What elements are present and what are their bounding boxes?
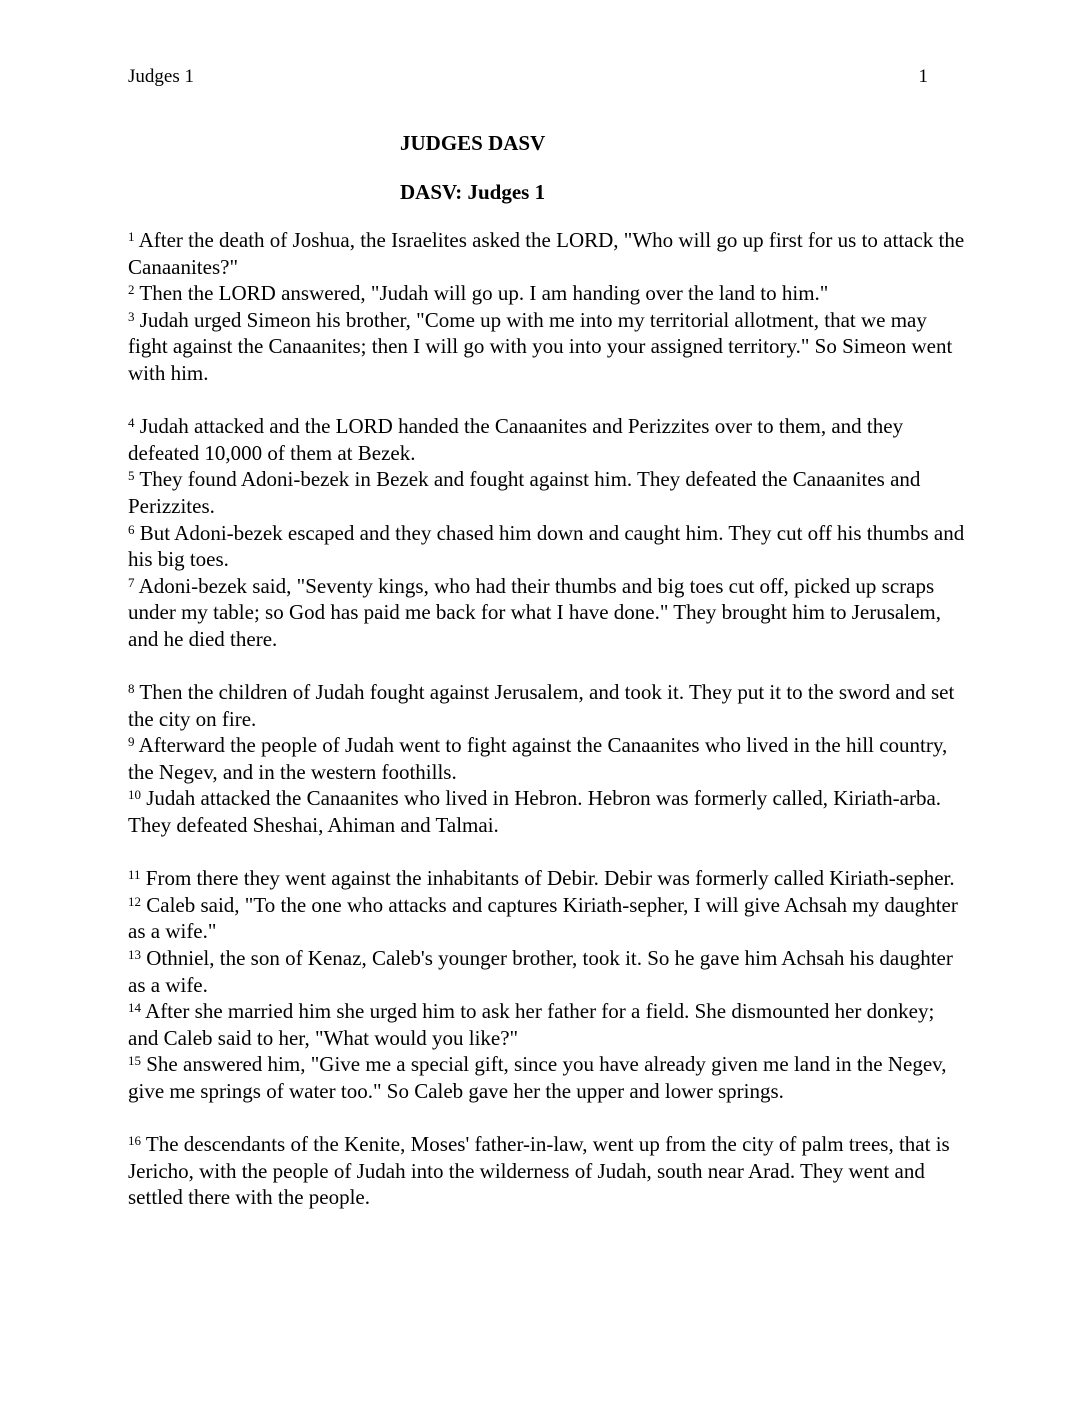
paragraph xyxy=(128,227,968,387)
paragraph xyxy=(128,1131,968,1211)
verse-number: 11 xyxy=(128,867,141,883)
verse-text: They found Adoni-bezek in Bezek and fought against him. They defeated the Canaanites and Perizzites. xyxy=(128,467,921,518)
verse-text: After she married him she urged him to ask her father for a field. She dismounted her donkey; and Caleb said to her, "What would you like?" xyxy=(128,999,935,1050)
verse xyxy=(128,466,968,519)
verse xyxy=(128,785,968,838)
verse-number: 6 xyxy=(128,521,135,537)
verse-number: 4 xyxy=(128,415,135,431)
verse xyxy=(128,573,968,653)
verse-text: She answered him, "Give me a special gift, since you have already given me land in the Negev, give me springs of water too." So Caleb gave her the upper and lower springs. xyxy=(128,1052,947,1103)
verse xyxy=(128,945,968,998)
verse xyxy=(128,865,968,892)
verse-text: But Adoni-bezek escaped and they chased him down and caught him. They cut off his thumbs and his big toes. xyxy=(128,520,965,572)
verse-number: 9 xyxy=(128,734,135,750)
verse xyxy=(128,679,968,732)
verse-number: 7 xyxy=(128,574,135,590)
verse-number: 2 xyxy=(128,282,135,298)
verse-number: 13 xyxy=(128,947,141,963)
verse xyxy=(128,892,968,945)
verse-number: 10 xyxy=(128,787,141,803)
verse xyxy=(128,280,968,307)
running-header-title: Judges 1 xyxy=(128,66,194,87)
verse xyxy=(128,307,968,387)
verse-number: 14 xyxy=(128,1000,141,1016)
verse xyxy=(128,413,968,466)
verse-text: After the death of Joshua, the Israelites asked the LORD, "Who will go up first for us to attack the Canaanites?" xyxy=(128,228,965,279)
verse-number: 8 xyxy=(128,681,135,697)
paragraph xyxy=(128,865,968,1104)
verse xyxy=(128,732,968,785)
document-title: JUDGES DASV xyxy=(400,131,546,155)
verse xyxy=(128,1051,968,1104)
verse xyxy=(128,520,968,573)
verse-text: Othniel, the son of Kenaz, Caleb's younger brother, took it. So he gave him Achsah his daughter as a wife. xyxy=(128,946,953,997)
verse-number: 16 xyxy=(128,1133,141,1149)
paragraph xyxy=(128,679,968,839)
verse-text: From there they went against the inhabitants of Debir. Debir was formerly called Kiriath-sepher. xyxy=(140,866,955,891)
verse-text: Then the LORD answered, "Judah will go up. I am handing over the land to him." xyxy=(134,281,829,306)
verse-number: 12 xyxy=(128,893,141,909)
verse xyxy=(128,998,968,1051)
verse-text: Adoni-bezek said, "Seventy kings, who had their thumbs and big toes cut off, picked up scraps under my table; so God has paid me back for what I have done." They brought him to Jerusalem, and he died there. xyxy=(128,573,941,651)
body-text xyxy=(128,227,968,1238)
verse-text: Judah urged Simeon his brother, "Come up with me into my territorial allotment, that we may fight against the Canaanites; then I will go with you into your assigned territory." So Simeon went with him. xyxy=(128,307,953,385)
paragraph xyxy=(128,413,968,652)
verse-text: Caleb said, "To the one who attacks and captures Kiriath-sepher, I will give Achsah my daughter as a wife." xyxy=(128,892,958,944)
verse-text: Judah attacked and the LORD handed the Canaanites and Perizzites over to them, and they defeated 10,000 of them at Bezek. xyxy=(128,414,904,465)
verse xyxy=(128,1131,968,1211)
verse-text: Afterward the people of Judah went to fight against the Canaanites who lived in the hill country, the Negev, and in the western foothills. xyxy=(128,733,948,784)
verse-number: 1 xyxy=(128,229,135,244)
verse-number: 3 xyxy=(128,308,135,324)
verse-text: Then the children of Judah fought against Jerusalem, and took it. They put it to the sword and set the city on fire. xyxy=(128,680,955,731)
verse-text: Judah attacked the Canaanites who lived in Hebron. Hebron was formerly called, Kiriath-arba. They defeated Sheshai, Ahiman and Talmai. xyxy=(128,786,942,838)
page-number: 1 xyxy=(918,66,928,87)
verse-text: The descendants of the Kenite, Moses' father-in-law, went up from the city of palm trees, that is Jericho, with the people of Judah into the wilderness of Judah, south near Arad. They went and settled there with the people. xyxy=(128,1132,950,1210)
verse-number: 5 xyxy=(128,468,135,484)
verse-number: 15 xyxy=(128,1053,141,1069)
chapter-title: DASV: Judges 1 xyxy=(400,180,546,204)
verse xyxy=(128,227,968,280)
